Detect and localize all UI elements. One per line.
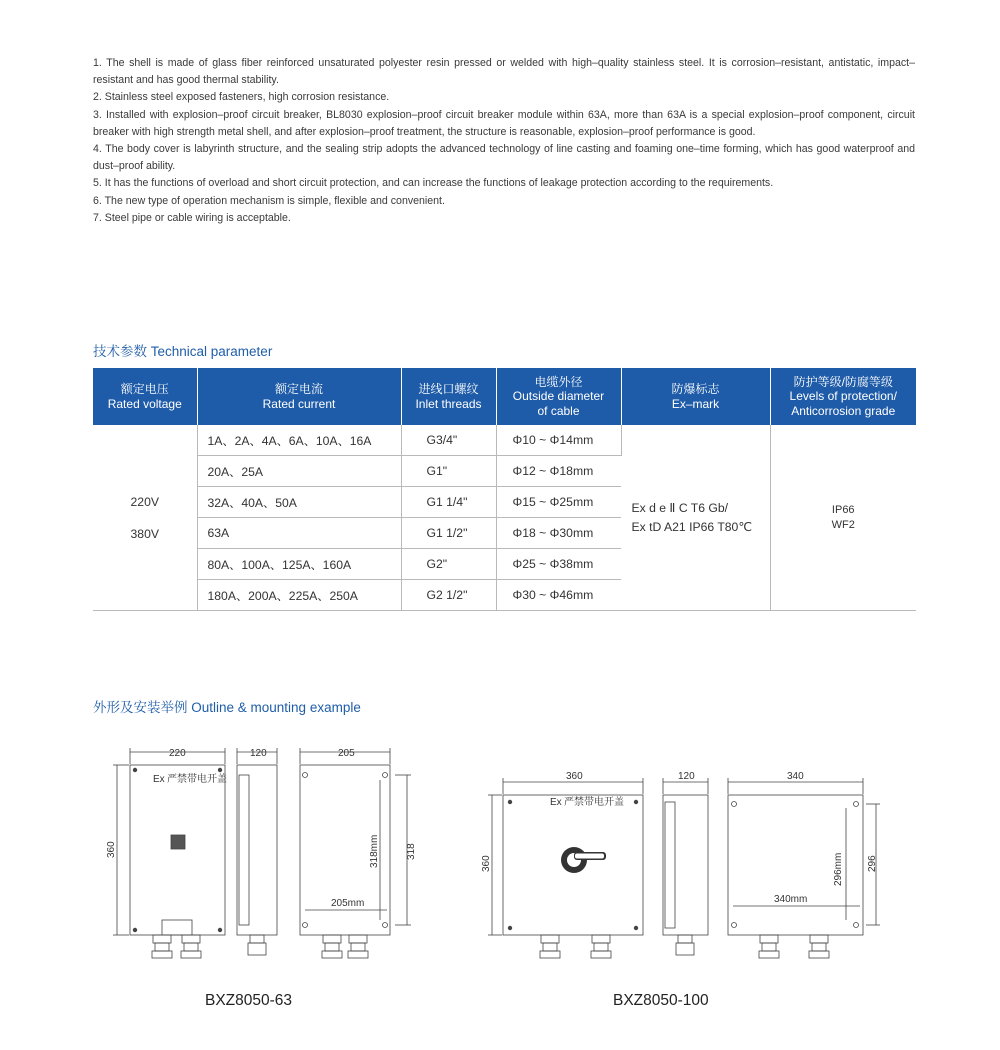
dim-depth: 120 (678, 771, 695, 782)
rotary-handle-icon (561, 847, 606, 873)
diameter-cell: Φ10 ~ Φ14mm (496, 425, 621, 456)
ex-label: Ex (550, 797, 562, 808)
current-cell: 180A、200A、225A、250A (197, 580, 401, 611)
dim-mount-height-mm: 318mm (369, 834, 380, 868)
current-cell: 1A、2A、4A、6A、10A、16A (197, 425, 401, 456)
dim-mount-height: 318 (406, 843, 417, 860)
ex-mark-cell: Ex d e Ⅱ C T6 Gb/ Ex tD A21 IP66 T80℃ (621, 425, 770, 611)
thread-cell: G3/4" (401, 425, 496, 456)
warning-label: 严禁带电开盖 (167, 774, 227, 785)
switch-handle-icon (171, 835, 185, 849)
side-enclosure (663, 795, 708, 935)
cable-glands (152, 935, 201, 958)
model-label: BXZ8050-100 (613, 992, 709, 1009)
dim-height: 360 (481, 855, 492, 872)
feature-item: 5. It has the functions of overload and short circuit protection, and can increase the functions of leakage protection according to the requirements. (93, 177, 774, 190)
front-enclosure (130, 765, 225, 935)
warning-label: 严禁带电开盖 (564, 797, 624, 808)
dim-depth: 120 (250, 748, 267, 759)
side-enclosure (237, 765, 277, 935)
header-protection-grade: 防护等级/防腐等级 Levels of protection/ Anticorrosion grade (770, 368, 916, 425)
outline-heading: 外形及安装举例 Outline & mounting example (93, 700, 361, 715)
dim-mount-height: 296 (867, 855, 878, 872)
dim-back-width: 340 (787, 771, 804, 782)
thread-cell: G1 1/2" (401, 518, 496, 549)
feature-list (93, 55, 915, 227)
dim-mount-width-mm: 205mm (331, 898, 365, 909)
thread-cell: G1" (401, 456, 496, 487)
thread-cell: G2" (401, 549, 496, 580)
feature-item: 3. Installed with explosion–proof circuit breaker, BL8030 explosion–proof circuit breaker module within 63A, more than 63A is a special explosion–proof component, circuit breaker with high strength metal shell, and after explosion–proof treatment, the structure is reasonable, explosion–proof performance is good. (93, 108, 915, 138)
dim-mount-width-mm: 340mm (774, 894, 808, 905)
model-label: BXZ8050-63 (205, 992, 293, 1009)
dim-back-width: 205 (338, 748, 355, 759)
current-cell: 80A、100A、125A、160A (197, 549, 401, 580)
feature-item: 1. The shell is made of glass fiber reinforced unsaturated polyester resin pressed or welded with high–quality stainless steel. It is corrosion–resistant, antistatic, impact–resistant and has good thermal stability. (93, 57, 915, 87)
diameter-cell: Φ18 ~ Φ30mm (496, 518, 621, 549)
voltage-cell: 220V 380V (93, 425, 197, 611)
feature-item: 7. Steel pipe or cable wiring is acceptable. (93, 211, 291, 224)
feature-item: 6. The new type of operation mechanism is simple, flexible and convenient. (93, 194, 445, 207)
header-ex-mark: 防爆标志 Ex–mark (621, 368, 770, 425)
diameter-cell: Φ30 ~ Φ46mm (496, 580, 621, 611)
dim-mount-height-mm: 296mm (833, 852, 844, 886)
header-rated-voltage: 额定电压 Rated voltage (93, 368, 197, 425)
technical-parameter-table (93, 368, 916, 611)
dim-width: 360 (566, 771, 583, 782)
dim-height: 360 (106, 841, 117, 858)
feature-item: 4. The body cover is labyrinth structure, and the sealing strip adopts the advanced technology of line casting and foaming one–time forming, which has good waterproof and dust–proof ability. (93, 143, 915, 173)
diameter-cell: Φ12 ~ Φ18mm (496, 456, 621, 487)
dim-width: 220 (169, 748, 186, 759)
header-rated-current: 额定电流 Rated current (197, 368, 401, 425)
current-cell: 63A (197, 518, 401, 549)
current-cell: 32A、40A、50A (197, 487, 401, 518)
outline-drawing-63 (105, 740, 425, 975)
outline-drawing-100 (478, 740, 898, 975)
table-row (93, 425, 916, 456)
protection-cell: IP66 WF2 (770, 425, 916, 611)
thread-cell: G1 1/4" (401, 487, 496, 518)
technical-parameter-heading: 技术参数 Technical parameter (93, 344, 273, 359)
current-cell: 20A、25A (197, 456, 401, 487)
table-header-row (93, 368, 916, 425)
diameter-cell: Φ15 ~ Φ25mm (496, 487, 621, 518)
diameter-cell: Φ25 ~ Φ38mm (496, 549, 621, 580)
ex-label: Ex (153, 774, 165, 785)
header-inlet-threads: 进线口螺纹 Inlet threads (401, 368, 496, 425)
feature-item: 2. Stainless steel exposed fasteners, high corrosion resistance. (93, 91, 390, 104)
cable-glands (540, 935, 611, 958)
dimension-lines (488, 778, 880, 935)
header-cable-diameter: 电缆外径 Outside diameter of cable (496, 368, 621, 425)
thread-cell: G2 1/2" (401, 580, 496, 611)
